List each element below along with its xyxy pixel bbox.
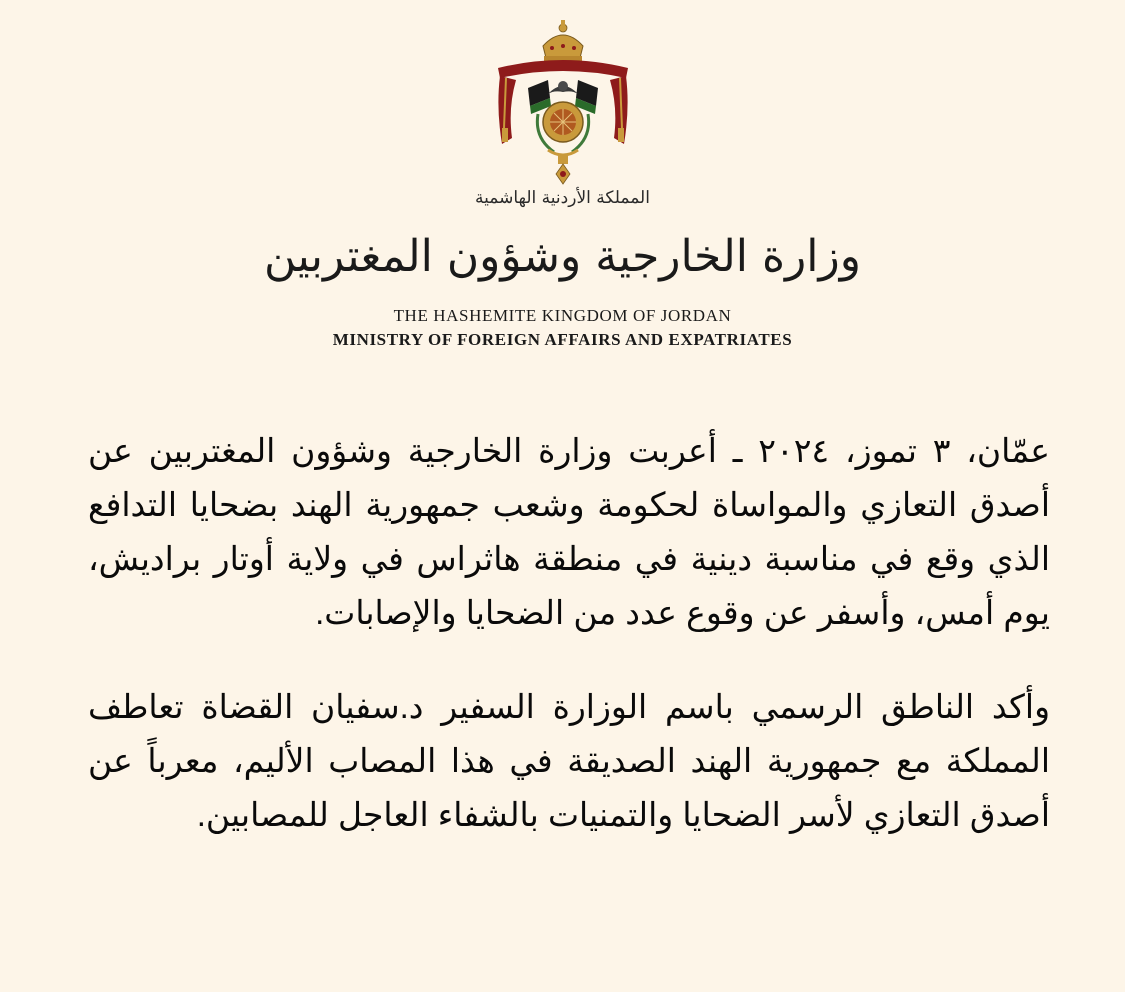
statement-paragraph-2: وأكد الناطق الرسمي باسم الوزارة السفير د.سفيان القضاة تعاطف المملكة مع جمهورية الهند الصديقة في هذا المصاب الأليم، معرباً عن أصدق التعازي لأسر الضحايا والتمنيات بالشفاء العاجل للمصابين.: [88, 688, 1050, 833]
letterhead: [0, 18, 1125, 188]
jordan-coat-of-arms-icon: [488, 18, 638, 188]
eagle-icon: [548, 81, 578, 94]
statement-paragraph-1: عمّان، ٣ تموز، ٢٠٢٤ ـ أعربت وزارة الخارجية وشؤون المغتربين عن أصدق التعازي والمواساة لحكومة وشعب جمهورية الهند بضحايا التدافع الذي وقع في مناسبة دينية في منطقة هاثراس في ولاية أوتار براديش، يوم أمس، وأسفر عن وقوع عدد من الضحايا والإصابات.: [88, 432, 1050, 631]
medal-icon: [548, 150, 578, 184]
ministry-name-arabic: وزارة الخارجية وشؤون المغتربين: [263, 231, 861, 282]
kingdom-name-arabic: المملكة الأردنية الهاشمية: [475, 188, 650, 208]
ministry-name-english: MINISTRY OF FOREIGN AFFAIRS AND EXPATRIATES: [332, 330, 793, 349]
shield-icon: [543, 102, 583, 142]
crown-icon: [543, 20, 583, 62]
kingdom-name-english: THE HASHEMITE KINGDOM OF JORDAN: [393, 306, 732, 325]
